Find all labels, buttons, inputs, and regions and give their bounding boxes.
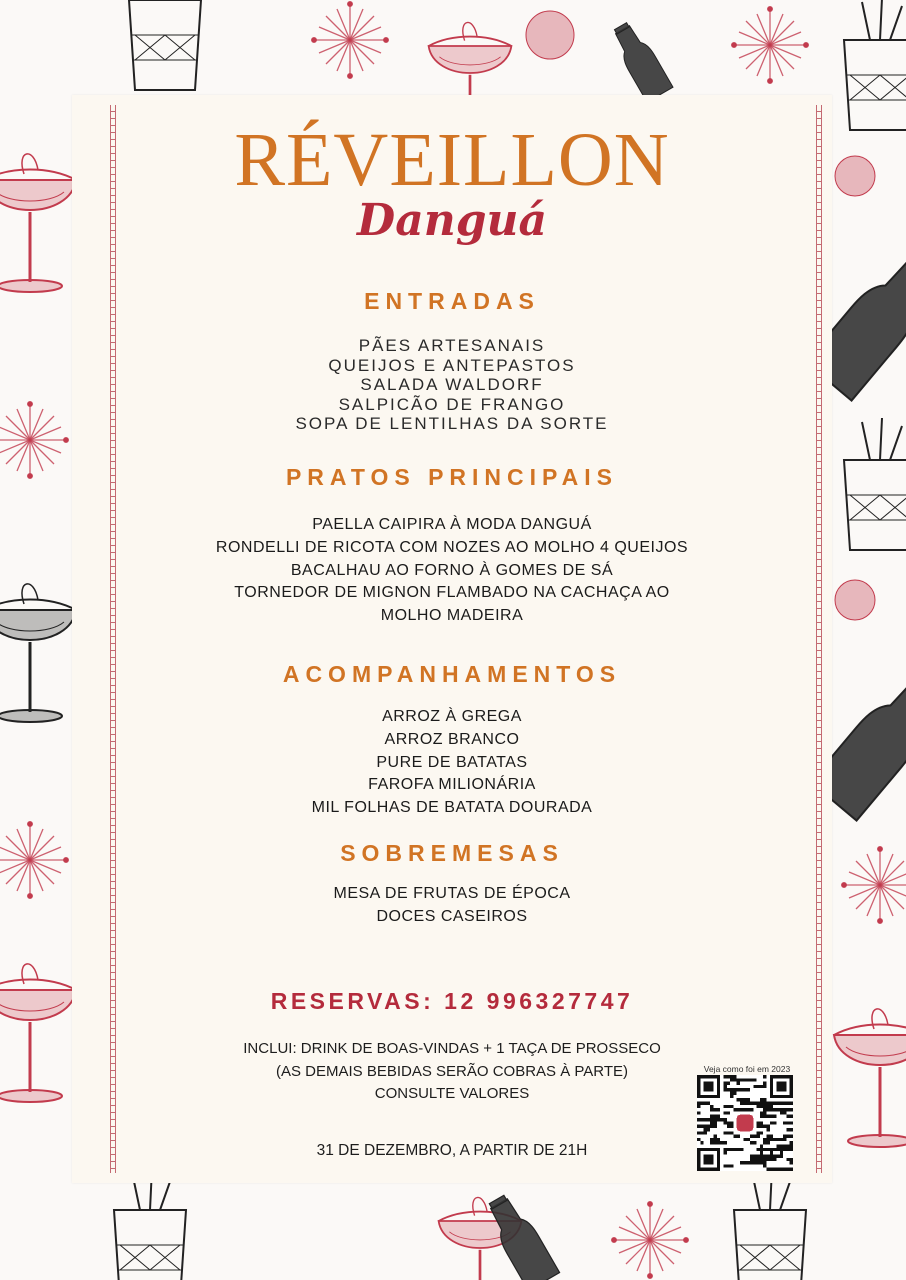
list-item: ARROZ À GREGA [382, 708, 522, 725]
section-heading-sobremesas: SOBREMESAS [340, 840, 564, 866]
list-item: SALADA WALDORF [360, 375, 544, 394]
list-item: BACALHAU AO FORNO À GOMES DE SÁ [290, 561, 614, 579]
list-sobremesas [72, 883, 832, 929]
list-item: FAROFA MILIONÁRIA [368, 776, 536, 794]
includes-line: INCLUI: DRINK DE BOAS-VINDAS + 1 TAÇA DE PROSSECO [243, 1040, 661, 1057]
includes-line: (AS DEMAIS BEBIDAS SERÃO COBRAS À PARTE) [275, 1062, 629, 1080]
list-item: PAELLA CAIPIRA À MODA DANGUÁ [312, 516, 592, 533]
section-heading-acompanhamentos: ACOMPANHAMENTOS [282, 661, 622, 687]
list-item: PURE DE BATATAS [376, 753, 528, 771]
menu-card [72, 95, 832, 1183]
brand-subtitle: Danguá [357, 195, 547, 246]
qr-caption: Veja como foi em 2023 [703, 1064, 791, 1074]
includes-line: CONSULTE VALORES [374, 1085, 530, 1102]
list-item: QUEIJOS E ANTEPASTOS [328, 355, 576, 375]
page-title: RÉVEILLON [234, 118, 670, 202]
qr-code-icon[interactable] [697, 1075, 793, 1171]
list-item: DOCES CASEIROS [376, 907, 528, 925]
list-item: SOPA DE LENTILHAS DA SORTE [295, 414, 609, 433]
list-item: MESA DE FRUTAS DE ÉPOCA [333, 885, 571, 902]
section-heading-pratos: PRATOS PRINCIPAIS [285, 464, 619, 490]
event-date: 31 DE DEZEMBRO, A PARTIR DE 21H [316, 1142, 588, 1159]
list-item: ARROZ BRANCO [384, 730, 520, 748]
list-acompanhamentos [72, 706, 832, 820]
section-heading-entradas: ENTRADAS [364, 288, 540, 314]
reservation-phone: RESERVAS: 12 996327747 [270, 988, 634, 1014]
list-item: TORNEDOR DE MIGNON FLAMBADO NA CACHAÇA AO [234, 584, 670, 602]
list-item: MOLHO MADEIRA [380, 607, 524, 625]
list-item: SALPICÃO DE FRANGO [338, 394, 566, 414]
list-item: RONDELLI DE RICOTA COM NOZES AO MOLHO 4 QUEIJOS [215, 538, 689, 556]
list-item: PÃES ARTESANAIS [358, 336, 546, 355]
list-item: MIL FOLHAS DE BATATA DOURADA [311, 799, 593, 817]
list-entradas [72, 336, 832, 434]
list-pratos [72, 514, 832, 628]
